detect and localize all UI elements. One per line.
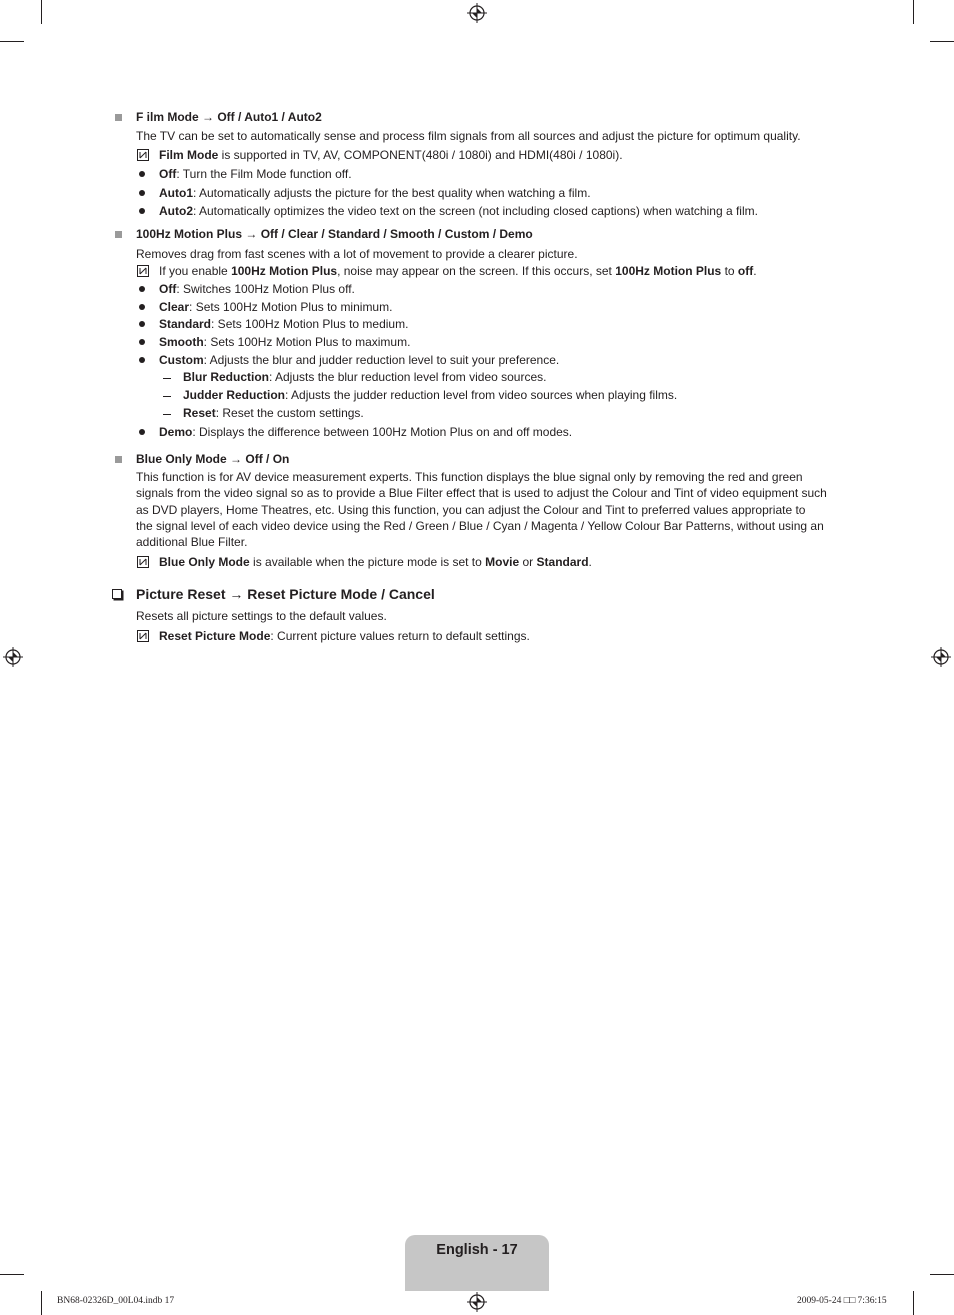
- note-text: is supported in TV, AV, COMPONENT(480i / 1080i) and HDMI(480i / 1080i).: [218, 148, 623, 162]
- motion-plus-description: Removes drag from fast scenes with a lot of movement to provide a clearer picture.: [136, 247, 578, 261]
- list-item: [159, 353, 559, 368]
- heading-options: Off / Auto1 / Auto2: [217, 110, 322, 124]
- item-text: : Sets 100Hz Motion Plus to maximum.: [203, 335, 411, 349]
- print-slug-right: 2009-05-24 □□ 7:36:15: [797, 1296, 887, 1306]
- motion-plus-heading: [136, 227, 533, 242]
- blue-only-description-line: signals from the video signal so as to provide a Blue Filter effect that is used to adjust the Colour and Tint of video equipment such: [136, 486, 827, 500]
- note-text: or: [519, 555, 537, 569]
- motion-plus-note: [159, 264, 757, 279]
- crop-mark: [0, 41, 24, 42]
- note-term: off: [737, 264, 754, 278]
- bullet-icon: [139, 339, 145, 345]
- film-mode-description: The TV can be set to automatically sense and process film signals from all sources and adjust the picture for optimum quality.: [136, 129, 801, 143]
- item-text: : Automatically optimizes the video text on the screen (not including closed captions) when watching a film.: [193, 204, 758, 218]
- registration-mark-icon: [467, 3, 487, 23]
- note-text: , noise may appear on the screen. If this occurs, set: [337, 264, 616, 278]
- item-term: Demo: [159, 425, 193, 439]
- arrow: →: [225, 586, 248, 602]
- note-text: .: [753, 264, 757, 278]
- arrow: →: [226, 452, 246, 466]
- note-term: Reset Picture Mode: [159, 629, 271, 643]
- section-checkbox-icon: [112, 589, 122, 599]
- crop-mark: [913, 1291, 914, 1315]
- note-text: .: [588, 555, 592, 569]
- sub-list-item: [183, 370, 546, 385]
- dash-bullet: [163, 378, 171, 379]
- heading-options: Off / Clear / Standard / Smooth / Custom / Demo: [260, 227, 533, 241]
- arrow: →: [242, 227, 261, 241]
- item-text: : Adjusts the blur and judder reduction level to suit your preference.: [203, 353, 560, 367]
- heading-label: F ilm Mode: [136, 110, 199, 124]
- note-term: Film Mode: [159, 148, 219, 162]
- note-text: is available when the picture mode is set to: [249, 555, 486, 569]
- item-text: : Automatically adjusts the picture for the best quality when watching a film.: [193, 186, 591, 200]
- note-icon: [137, 630, 149, 642]
- heading-label: Picture Reset: [136, 586, 226, 602]
- note-text: to: [721, 264, 738, 278]
- item-term: Off: [159, 282, 177, 296]
- heading-label: 100Hz Motion Plus: [136, 227, 243, 241]
- list-item: [159, 204, 758, 219]
- item-text: : Adjusts the judder reduction level from video sources when playing films.: [285, 388, 678, 402]
- note-term: Movie: [485, 555, 520, 569]
- blue-only-description-line: the signal level of each video device using the Red / Green / Blue / Cyan / Magenta / Yellow Colour Bar Patterns, without using an: [136, 519, 824, 533]
- picture-reset-note: [159, 629, 530, 644]
- bullet-icon: [139, 357, 145, 363]
- bullet-icon: [139, 190, 145, 196]
- item-term: Custom: [159, 353, 204, 367]
- blue-only-description-line: additional Blue Filter.: [136, 535, 248, 549]
- print-slug-left: BN68-02326D_00L04.indb 17: [57, 1296, 175, 1306]
- crop-mark: [930, 41, 954, 42]
- item-text: : Sets 100Hz Motion Plus to medium.: [211, 317, 409, 331]
- blue-only-note: [159, 555, 592, 570]
- item-text: : Adjusts the blur reduction level from video sources.: [269, 370, 547, 384]
- crop-mark: [930, 1274, 954, 1275]
- list-item: [159, 317, 408, 332]
- square-bullet-icon: [115, 231, 122, 238]
- sub-list-item: [183, 406, 364, 421]
- crop-mark: [41, 1291, 42, 1315]
- item-term: Judder Reduction: [183, 388, 286, 402]
- note-term: 100Hz Motion Plus: [231, 264, 338, 278]
- blue-only-description-line: This function is for AV device measurement experts. This function displays the blue signal only by removing the red and green: [136, 470, 803, 484]
- note-icon: [137, 265, 149, 277]
- bullet-icon: [139, 304, 145, 310]
- square-bullet-icon: [115, 456, 122, 463]
- list-item: [159, 186, 591, 201]
- list-item: [159, 335, 410, 350]
- registration-mark-icon: [3, 647, 23, 667]
- square-bullet-icon: [115, 114, 122, 121]
- note-icon: [137, 149, 149, 161]
- heading-options: Off / On: [245, 452, 290, 466]
- item-text: : Turn the Film Mode function off.: [176, 167, 352, 181]
- item-text: : Switches 100Hz Motion Plus off.: [176, 282, 355, 296]
- registration-mark-icon: [931, 647, 951, 667]
- item-text: : Reset the custom settings.: [215, 406, 364, 420]
- heading-label: Blue Only Mode: [136, 452, 227, 466]
- crop-mark: [41, 0, 42, 24]
- item-text: : Displays the difference between 100Hz Motion Plus on and off modes.: [192, 425, 573, 439]
- note-term: Blue Only Mode: [159, 555, 250, 569]
- heading-options: Reset Picture Mode / Cancel: [247, 586, 435, 602]
- bullet-icon: [139, 286, 145, 292]
- page-number: English - 17: [436, 1242, 518, 1258]
- crop-mark: [0, 1274, 24, 1275]
- item-term: Auto2: [159, 204, 193, 218]
- picture-reset-description: Resets all picture settings to the default values.: [136, 609, 387, 623]
- crop-mark: [913, 0, 914, 24]
- registration-mark-icon: [467, 1292, 487, 1312]
- bullet-icon: [139, 208, 145, 214]
- dash-bullet: [163, 396, 171, 397]
- sub-list-item: [183, 388, 677, 403]
- bullet-icon: [139, 171, 145, 177]
- note-term: 100Hz Motion Plus: [615, 264, 722, 278]
- note-text: If you enable: [159, 264, 232, 278]
- bullet-icon: [139, 321, 145, 327]
- arrow: →: [198, 110, 218, 124]
- film-mode-note: [159, 148, 623, 163]
- list-item: [159, 425, 572, 440]
- item-term: Off: [159, 167, 177, 181]
- item-term: Reset: [183, 406, 216, 420]
- note-term: Standard: [536, 555, 589, 569]
- item-term: Auto1: [159, 186, 193, 200]
- list-item: [159, 300, 392, 315]
- blue-only-description-line: as DVD players, Home Theatres, etc. Using this function, you can adjust the Colour and Tint to preferred values appropriate to: [136, 503, 806, 517]
- item-text: : Sets 100Hz Motion Plus to minimum.: [189, 300, 393, 314]
- note-text: : Current picture values return to default settings.: [270, 629, 530, 643]
- list-item: [159, 167, 352, 182]
- film-mode-heading: [136, 110, 322, 125]
- note-icon: [137, 556, 149, 568]
- list-item: [159, 282, 355, 297]
- picture-reset-heading: [136, 586, 435, 603]
- item-term: Smooth: [159, 335, 204, 349]
- item-term: Standard: [159, 317, 212, 331]
- item-term: Blur Reduction: [183, 370, 269, 384]
- blue-only-heading: [136, 452, 289, 467]
- item-term: Clear: [159, 300, 190, 314]
- dash-bullet: [163, 414, 171, 415]
- bullet-icon: [139, 429, 145, 435]
